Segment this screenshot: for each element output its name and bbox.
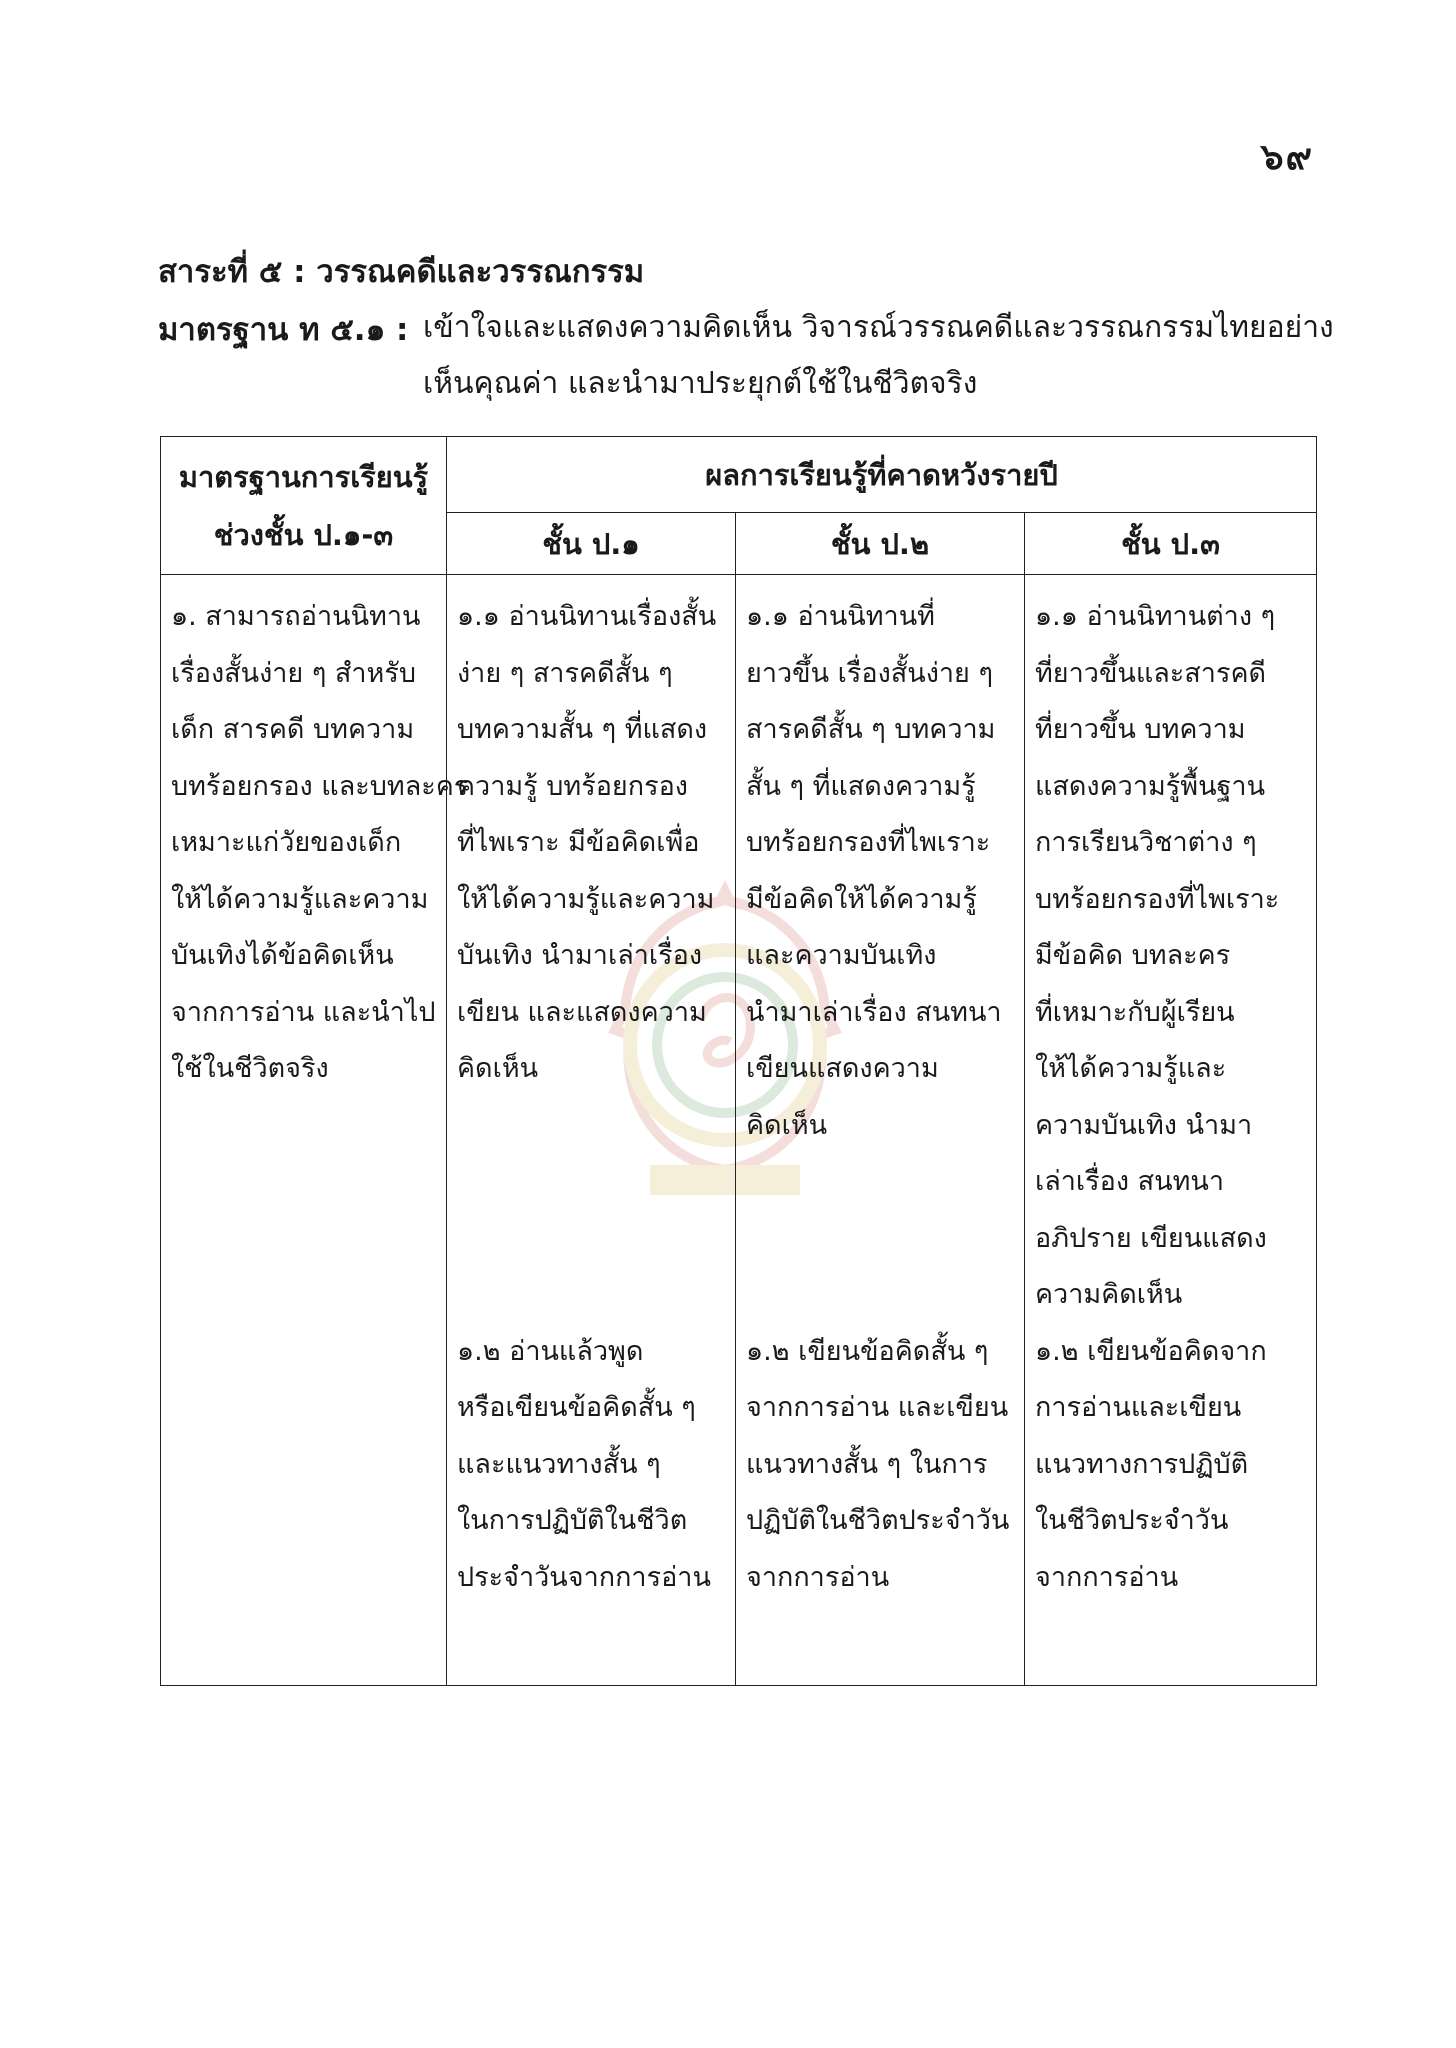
standard-text-line: เรื่องสั้นง่าย ๆ สำหรับ xyxy=(171,657,416,689)
grade2-item1-line: เขียนแสดงความ xyxy=(746,1053,939,1084)
grade2-item2-line: จากการอ่าน และเขียน xyxy=(746,1392,1009,1423)
strand-title: สาระที่ ๕ : วรรณคดีและวรรณกรรม xyxy=(158,254,645,290)
grade1-item1-line: บันเทิง นำมาเล่าเรื่อง xyxy=(457,940,703,971)
grade3-item1-line: ที่เหมาะกับผู้เรียน xyxy=(1035,996,1235,1028)
header-grade-2: ชั้น ป.๒ xyxy=(736,513,1025,575)
standard-text-line: เด็ก สารคดี บทความ xyxy=(171,714,415,745)
grade2-item1-line: ยาวขึ้น เรื่องสั้นง่าย ๆ xyxy=(746,657,993,689)
grade3-item2-line: การอ่านและเขียน xyxy=(1035,1392,1242,1423)
grade1-item1-line: ๑.๑ อ่านนิทานเรื่องสั้น xyxy=(457,601,717,632)
standard-text-line: จากการอ่าน และนำไป xyxy=(171,996,436,1028)
page-number: ๖๙ xyxy=(1260,137,1314,178)
grade3-item2-line: ในชีวิตประจำวัน xyxy=(1035,1505,1229,1536)
grade1-item2-line: ๑.๒ อ่านแล้วพูด xyxy=(457,1335,644,1367)
grade1-item1-line: ที่ไพเราะ มีข้อคิดเพื่อ xyxy=(457,827,700,858)
grade3-item1-line: มีข้อคิด บทละคร xyxy=(1035,940,1231,971)
header-expected-outcomes: ผลการเรียนรู้ที่คาดหวังรายปี xyxy=(447,437,1317,513)
grade1-item1-line: เขียน และแสดงความ xyxy=(457,996,707,1028)
grade1-item1-line: ให้ได้ความรู้และความ xyxy=(457,883,715,915)
grade2-item1-line: คิดเห็น xyxy=(746,1109,828,1141)
grade2-item1-line: บทร้อยกรองที่ไพเราะ xyxy=(746,827,991,858)
standard-text-line: บันเทิงได้ข้อคิดเห็น xyxy=(171,940,394,971)
cell-grade-2 xyxy=(736,575,1025,1686)
grade2-item1-line: ๑.๑ อ่านนิทานที่ xyxy=(746,601,935,632)
grade2-item1-line: มีข้อคิดให้ได้ความรู้ xyxy=(746,883,977,915)
grade3-item2-line: จากการอ่าน xyxy=(1035,1561,1179,1593)
grade1-item1-line: ง่าย ๆ สารคดีสั้น ๆ xyxy=(457,657,673,689)
grade1-item2-line: ประจำวันจากการอ่าน xyxy=(457,1561,711,1593)
grade2-item1-line: นำมาเล่าเรื่อง สนทนา xyxy=(746,996,1002,1028)
standard-code: มาตรฐาน ท ๕.๑ : xyxy=(158,312,409,348)
standard-text-line: ให้ได้ความรู้และความ xyxy=(171,883,429,915)
grade1-item2-line: หรือเขียนข้อคิดสั้น ๆ xyxy=(457,1392,696,1423)
standard-text-line: บทร้อยกรอง และบทละคร xyxy=(171,770,469,802)
grade2-item2-line: จากการอ่าน xyxy=(746,1561,890,1593)
grade2-item2-line: ปฏิบัติในชีวิตประจำวัน xyxy=(746,1505,1010,1536)
header-grade-3: ชั้น ป.๓ xyxy=(1025,513,1317,575)
cell-grade-3 xyxy=(1025,575,1317,1686)
standard-text-line: เหมาะแก่วัยของเด็ก xyxy=(171,827,402,858)
grade1-item1-line: บทความสั้น ๆ ที่แสดง xyxy=(457,714,708,745)
grade2-item1-line: และความบันเทิง xyxy=(746,940,937,971)
grade3-item2-line: แนวทางการปฏิบัติ xyxy=(1035,1448,1249,1480)
standard-text-line: ๑. สามารถอ่านนิทาน xyxy=(171,601,421,632)
grade3-item1-line: ให้ได้ความรู้และ xyxy=(1035,1053,1227,1084)
grade3-item1-line: ความบันเทิง นำมา xyxy=(1035,1109,1253,1141)
cell-grade-1 xyxy=(447,575,736,1686)
grade3-item1-line: ที่ยาวขึ้น บทความ xyxy=(1035,714,1246,745)
grade3-item1-line: เล่าเรื่อง สนทนา xyxy=(1035,1166,1224,1197)
header-grade-1: ชั้น ป.๑ xyxy=(447,513,736,575)
grade3-item1-line: ๑.๑ อ่านนิทานต่าง ๆ xyxy=(1035,601,1276,632)
header-standard-column: มาตรฐานการเรียนรู้ ช่วงชั้น ป.๑-๓ xyxy=(161,437,447,575)
grade1-item1-line: ความรู้ บทร้อยกรอง xyxy=(457,770,688,802)
grade2-item2-line: ๑.๒ เขียนข้อคิดสั้น ๆ xyxy=(746,1335,989,1367)
grade1-item2-line: และแนวทางสั้น ๆ xyxy=(457,1448,661,1480)
grade2-item2-line: แนวทางสั้น ๆ ในการ xyxy=(746,1448,988,1480)
grade3-item1-line: ที่ยาวขึ้นและสารคดี xyxy=(1035,657,1267,689)
standard-text-line-1: เข้าใจและแสดงความคิดเห็น วิจารณ์วรรณคดีและวรรณกรรมไทยอย่าง xyxy=(423,310,1334,345)
grade3-item1-line: ความคิดเห็น xyxy=(1035,1279,1183,1310)
standard-text-line-2: เห็นคุณค่า และนำมาประยุกต์ใช้ในชีวิตจริง xyxy=(423,366,978,401)
grade3-item1-line: บทร้อยกรองที่ไพเราะ xyxy=(1035,883,1280,915)
grade1-item1-line: คิดเห็น xyxy=(457,1053,539,1084)
grade3-item1-line: แสดงความรู้พื้นฐาน xyxy=(1035,770,1266,802)
grade3-item1-line: การเรียนวิชาต่าง ๆ xyxy=(1035,827,1257,858)
standard-text-line: ใช้ในชีวิตจริง xyxy=(171,1053,329,1084)
grade3-item1-line: อภิปราย เขียนแสดง xyxy=(1035,1222,1267,1254)
cell-standard-1 xyxy=(161,575,469,1686)
grade2-item1-line: สั้น ๆ ที่แสดงความรู้ xyxy=(746,770,976,802)
grade1-item2-line: ในการปฏิบัติในชีวิต xyxy=(457,1505,688,1536)
grade2-item1-line: สารคดีสั้น ๆ บทความ xyxy=(746,714,996,745)
grade3-item2-line: ๑.๒ เขียนข้อคิดจาก xyxy=(1035,1335,1267,1367)
learning-standards-table xyxy=(160,436,1317,1686)
